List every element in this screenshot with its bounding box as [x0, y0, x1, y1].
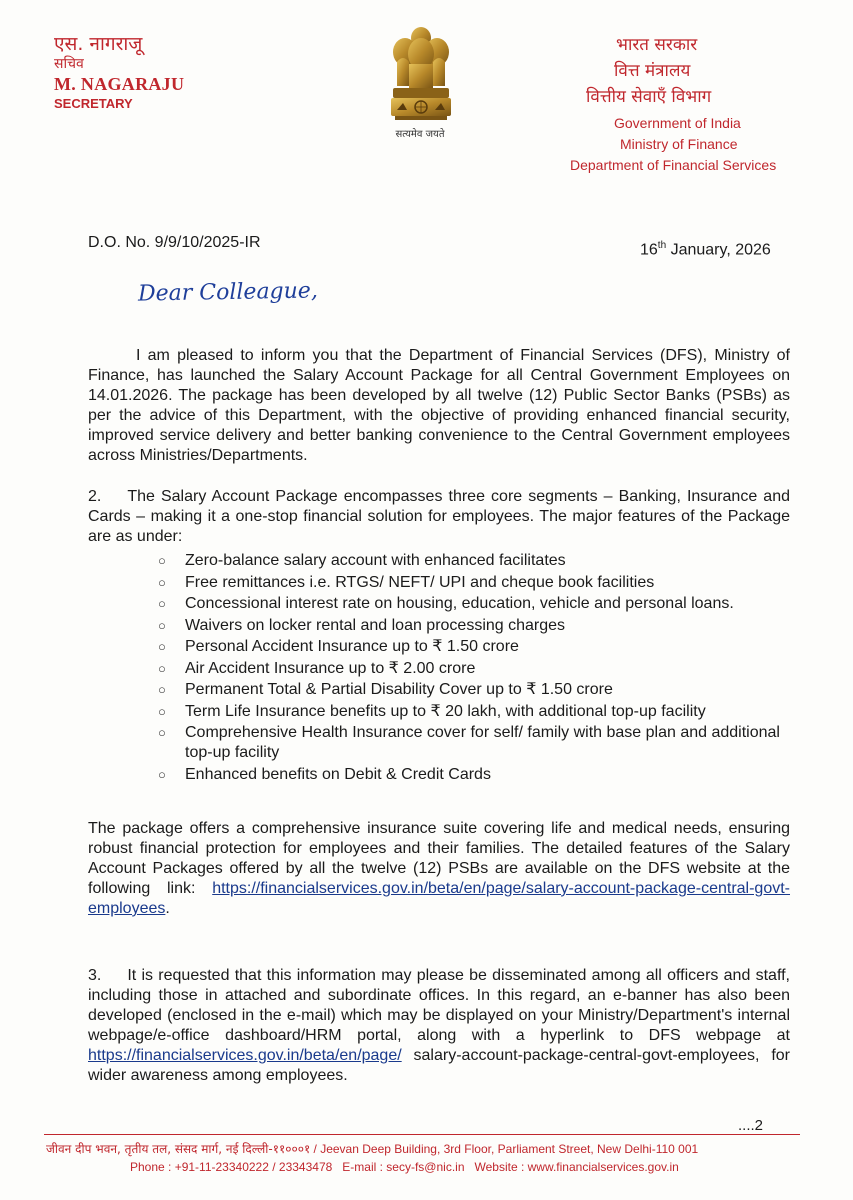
feature-item — [156, 680, 796, 700]
org-hindi-department: वित्तीय सेवाएँ विभाग — [586, 87, 712, 107]
feature-text: Comprehensive Health Insurance cover for self/ family with base plan and additional top-up facility — [185, 724, 780, 761]
bullet-circle-icon: ○ — [158, 574, 166, 590]
bullet-circle-icon: ○ — [158, 682, 166, 697]
paragraph-3 — [88, 966, 790, 1086]
bullet-circle-icon: ○ — [158, 725, 166, 740]
feature-text: Term Life Insurance benefits up to ₹ 20 lakh, with additional top-up facility — [185, 702, 706, 720]
date-month-year: January, 2026 — [666, 241, 771, 259]
footer-address — [46, 1140, 698, 1157]
feature-text: Personal Accident Insurance up to ₹ 1.50 crore — [185, 638, 519, 655]
page-continuation: ....2 — [738, 1117, 764, 1134]
bullet-circle-icon: ○ — [158, 596, 166, 611]
feature-item — [156, 702, 796, 722]
emblem-motto: सत्यमेव जयते — [395, 129, 445, 140]
bullet-circle-icon: ○ — [158, 553, 166, 568]
footer-address-separator: / — [310, 1142, 321, 1156]
date-suffix: th — [657, 240, 667, 251]
paragraph-1 — [88, 346, 790, 466]
summary-text: The package offers a comprehensive insurance suite covering life and medical needs, ensuring robust financial protection for employees and their families. The detailed features of the Salary Account Packages offered by all the twelve (12) PSBs are available on the DFS website at the following link: — [88, 820, 790, 897]
footer-website[interactable]: Website : www.financialservices.gov.in — [474, 1160, 679, 1174]
letter-date — [640, 240, 771, 259]
feature-item — [156, 573, 796, 593]
paragraph-2-text: The Salary Account Package encompasses three core segments – Banking, Insurance and Cards – making it a one-stop financial solution for employees. The major features of the Package are as under: — [88, 488, 790, 545]
feature-item — [156, 723, 796, 763]
bullet-circle-icon: ○ — [158, 617, 166, 633]
feature-item — [156, 765, 796, 785]
bullet-circle-icon: ○ — [158, 766, 166, 782]
paragraph-3-number: 3. — [88, 967, 102, 984]
feature-item — [156, 551, 796, 571]
sender-name: M. NAGARAJU — [54, 74, 185, 94]
paragraph-3-text: It is requested that this information may please be disseminated among all officers and staff, including those in attached and subordinate offices. In this regard, an e-banner has also been developed (enclosed in the e-mail) which may be displayed on your Ministry/Department's internal webpage/e-office dashboard/HRM portal, along with a hyperlink to DFS webpage at — [88, 967, 790, 1044]
feature-list — [156, 551, 796, 786]
footer-contact — [130, 1160, 689, 1174]
feature-item — [156, 637, 796, 657]
feature-text: Free remittances i.e. RTGS/ NEFT/ UPI and cheque book facilities — [185, 573, 655, 591]
paragraph-2-number: 2. — [88, 488, 102, 505]
footer-email[interactable]: E-mail : secy-fs@nic.in — [342, 1160, 465, 1174]
national-emblem-icon — [383, 24, 459, 136]
sender-name-hindi: एस. नागराजू — [54, 33, 143, 55]
feature-text: Permanent Total & Partial Disability Cover up to ₹ 1.50 crore — [185, 681, 613, 698]
footer-address-english: Jeevan Deep Building, 3rd Floor, Parliament Street, New Delhi-110 001 — [320, 1142, 699, 1156]
org-hindi-ministry: वित्त मंत्रालय — [614, 61, 691, 81]
org-english-government: Government of India — [614, 115, 741, 131]
feature-text: Waivers on locker rental and loan processing charges — [185, 616, 566, 634]
bullet-circle-icon: ○ — [158, 703, 166, 719]
feature-text: Zero-balance salary account with enhanced facilitates — [185, 552, 566, 569]
summary-paragraph — [88, 819, 790, 919]
footer-address-hindi: जीवन दीप भवन, तृतीय तल, संसद मार्ग, नई दिल्ली-११०००१ — [46, 1142, 311, 1156]
summary-end: . — [165, 900, 170, 917]
org-english-department: Department of Financial Services — [570, 157, 777, 173]
feature-text: Air Accident Insurance up to ₹ 2.00 crore — [185, 659, 476, 677]
date-day: 16 — [640, 241, 658, 259]
feature-item — [156, 616, 796, 636]
feature-text: Concessional interest rate on housing, education, vehicle and personal loans. — [185, 595, 734, 612]
paragraph-1-text: I am pleased to inform you that the Department of Financial Services (DFS), Ministry of Finance, has launched the Salary Account Package for all Central Government Employees on 14.01.2026. The package has been developed by all twelve (12) Public Sector Banks (PSBs) as per the advice of this Department, with the objective of providing enhanced financial security, improved service delivery and better banking convenience to the Central Government employees across Ministries/Departments. — [88, 347, 790, 464]
footer-divider — [44, 1134, 800, 1135]
paragraph-3-end: salary-account-package-central-govt-employees, for wider awareness among employees. — [88, 1047, 790, 1084]
org-hindi-government: भारत सरकार — [616, 35, 698, 55]
paragraph-2 — [88, 487, 790, 547]
feature-item — [156, 659, 796, 679]
footer-phone: Phone : +91-11-23340222 / 23343478 — [130, 1160, 333, 1174]
sender-title-hindi: सचिव — [54, 56, 84, 72]
sender-title: SECRETARY — [54, 96, 133, 111]
feature-item — [156, 594, 796, 614]
package-details-link[interactable]: https://financialservices.gov.in/beta/en/page/salary-account-package-central-govt-employees — [88, 880, 790, 917]
bullet-circle-icon: ○ — [158, 639, 166, 654]
handwritten-salutation: Dear Colleague, — [137, 278, 319, 307]
do-number: D.O. No. 9/9/10/2025-IR — [88, 234, 261, 251]
org-english-ministry: Ministry of Finance — [620, 136, 738, 152]
bullet-circle-icon: ○ — [158, 660, 166, 676]
feature-text: Enhanced benefits on Debit & Credit Cards — [185, 765, 491, 783]
dfs-webpage-link[interactable]: https://financialservices.gov.in/beta/en/page/ — [88, 1047, 402, 1064]
